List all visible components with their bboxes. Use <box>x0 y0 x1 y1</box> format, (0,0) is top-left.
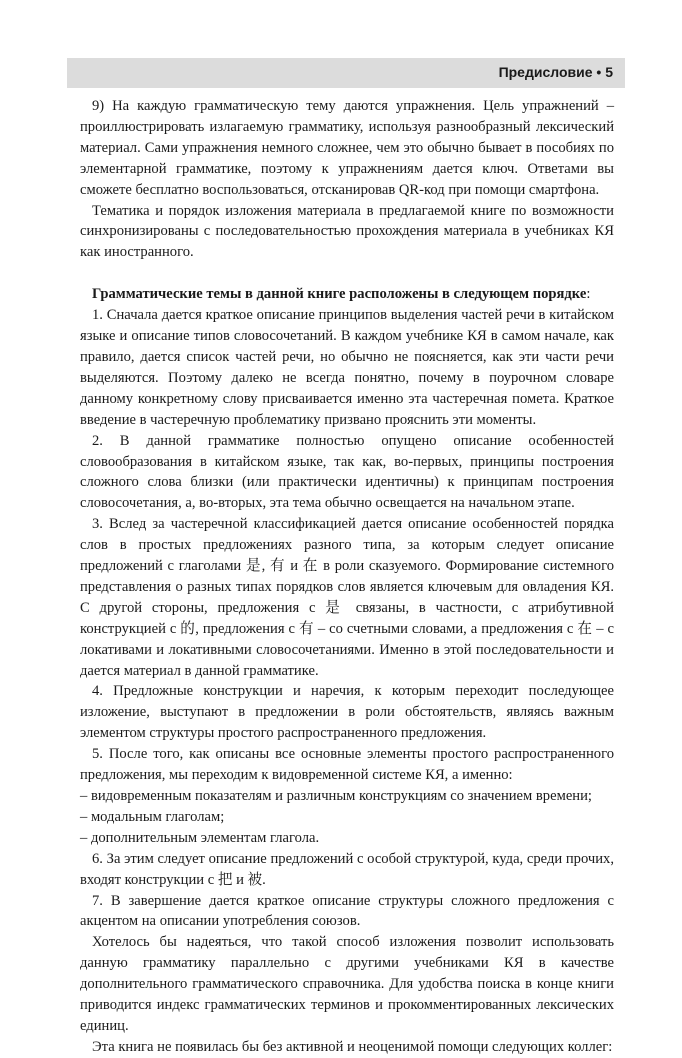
list-item-modal: – модальным глаголам; <box>80 808 225 825</box>
running-header <box>67 58 625 88</box>
paragraph-item-1: 1. Сначала дается краткое описание принципов выделения частей речи в китайском языке и описание типов словосочетаний. В каждом учебнике КЯ в самом начале, как правило, дается список частей речи, но обычно не поясняется, как эти части речи выделяются. Поэтому далеко не всегда понятно, почему в поурочном словаре данному конкретному слову присваивается именно эта частеречная помета. Краткое введение в частеречную проблематику призвано прояснить эти моменты. <box>80 307 614 428</box>
paragraph-item-3: 3. Вслед за частеречной классификацией дается описание особенностей порядка слов в простых предложениях разного типа, за которым следует описание предложений с глаголами 是, 有 и 在 в роли сказуемого. Формирование системного представления о разных типах порядков слов является ключевым для овладения КЯ. С другой стороны, предложения с 是 связаны, в частности, с атрибутивной конструкцией с 的, предложения с 有 – со счетными словами, а предложения с 在 – с локативами и локативными словосочетаниями. Именно в этой последовательности и дается материал в данной грамматике. <box>80 516 614 679</box>
running-header-text <box>499 64 613 80</box>
paragraph-item-2: 2. В данной грамматике полностью опущено описание особенностей словообразования в китайском языке, так как, во-первых, принципы построения сложного слова близки (или практически идентичны) к принципам построения словосочетания, а, во-вторых, эта тема обычно освещается на начальном этапе. <box>80 432 614 512</box>
paragraph-exercises: 9) На каждую грамматическую тему даются упражнения. Цель упражнений – проиллюстрировать излагаемую грамматику, используя разнообразный лексический материал. Сами упражнения немного сложнее, чем это обычно бывает в пособиях по элементарной грамматике, поэтому к упражнениям дается ключ. Ответами вы сможете бесплатно воспользоваться, отсканировав QR-код при помощи смартфона. <box>80 98 614 198</box>
header-separator: • <box>596 64 602 80</box>
list-item-tense: – видовременным показателям и различным конструкциям со значением времени; <box>80 788 592 804</box>
paragraph-sync: Тематика и порядок изложения материала в предлагаемой книге по возможности синхронизированы с последовательностью прохождения материала в учебниках КЯ как иностранного. <box>80 202 614 261</box>
page-number: 5 <box>605 64 613 80</box>
page-body <box>80 96 614 1058</box>
paragraph-item-4: 4. Предложные конструкции и наречия, к которым переходит последующее изложение, выступают в предложении в роли обстоятельств, являясь важным элементом структуры простого распространенного предложения. <box>80 683 614 742</box>
paragraph-thanks: Эта книга не появилась бы без активной и неоценимой помощи следующих коллег: <box>92 1038 613 1055</box>
section-heading <box>80 284 614 305</box>
section-heading-text: Грамматические темы в данной книге расположены в следующем порядке <box>92 286 587 303</box>
paragraph-hope: Хотелось бы надеяться, что такой способ изложения позволит использовать данную грамматику параллельно с другими учебниками КЯ в качестве дополнительного грамматического справочника. Для удобства поиска в конце книги приводится индекс грамматических терминов и прокомментированных лексических единиц. <box>80 934 614 1034</box>
paragraph-item-6: 6. За этим следует описание предложений с особой структурой, куда, среди прочих, входят конструкции с 把 и 被. <box>80 850 614 888</box>
list-item-complements: – дополнительным элементам глагола. <box>80 829 320 846</box>
section-heading-colon: : <box>586 286 591 303</box>
paragraph-item-7: 7. В завершение дается краткое описание структуры сложного предложения с акцентом на описании употребления союзов. <box>80 892 614 930</box>
section-title: Предисловие <box>498 64 593 80</box>
paragraph-item-5: 5. После того, как описаны все основные элементы простого распространенного предложения, мы переходим к видовременной системе КЯ, а именно: <box>80 746 614 784</box>
